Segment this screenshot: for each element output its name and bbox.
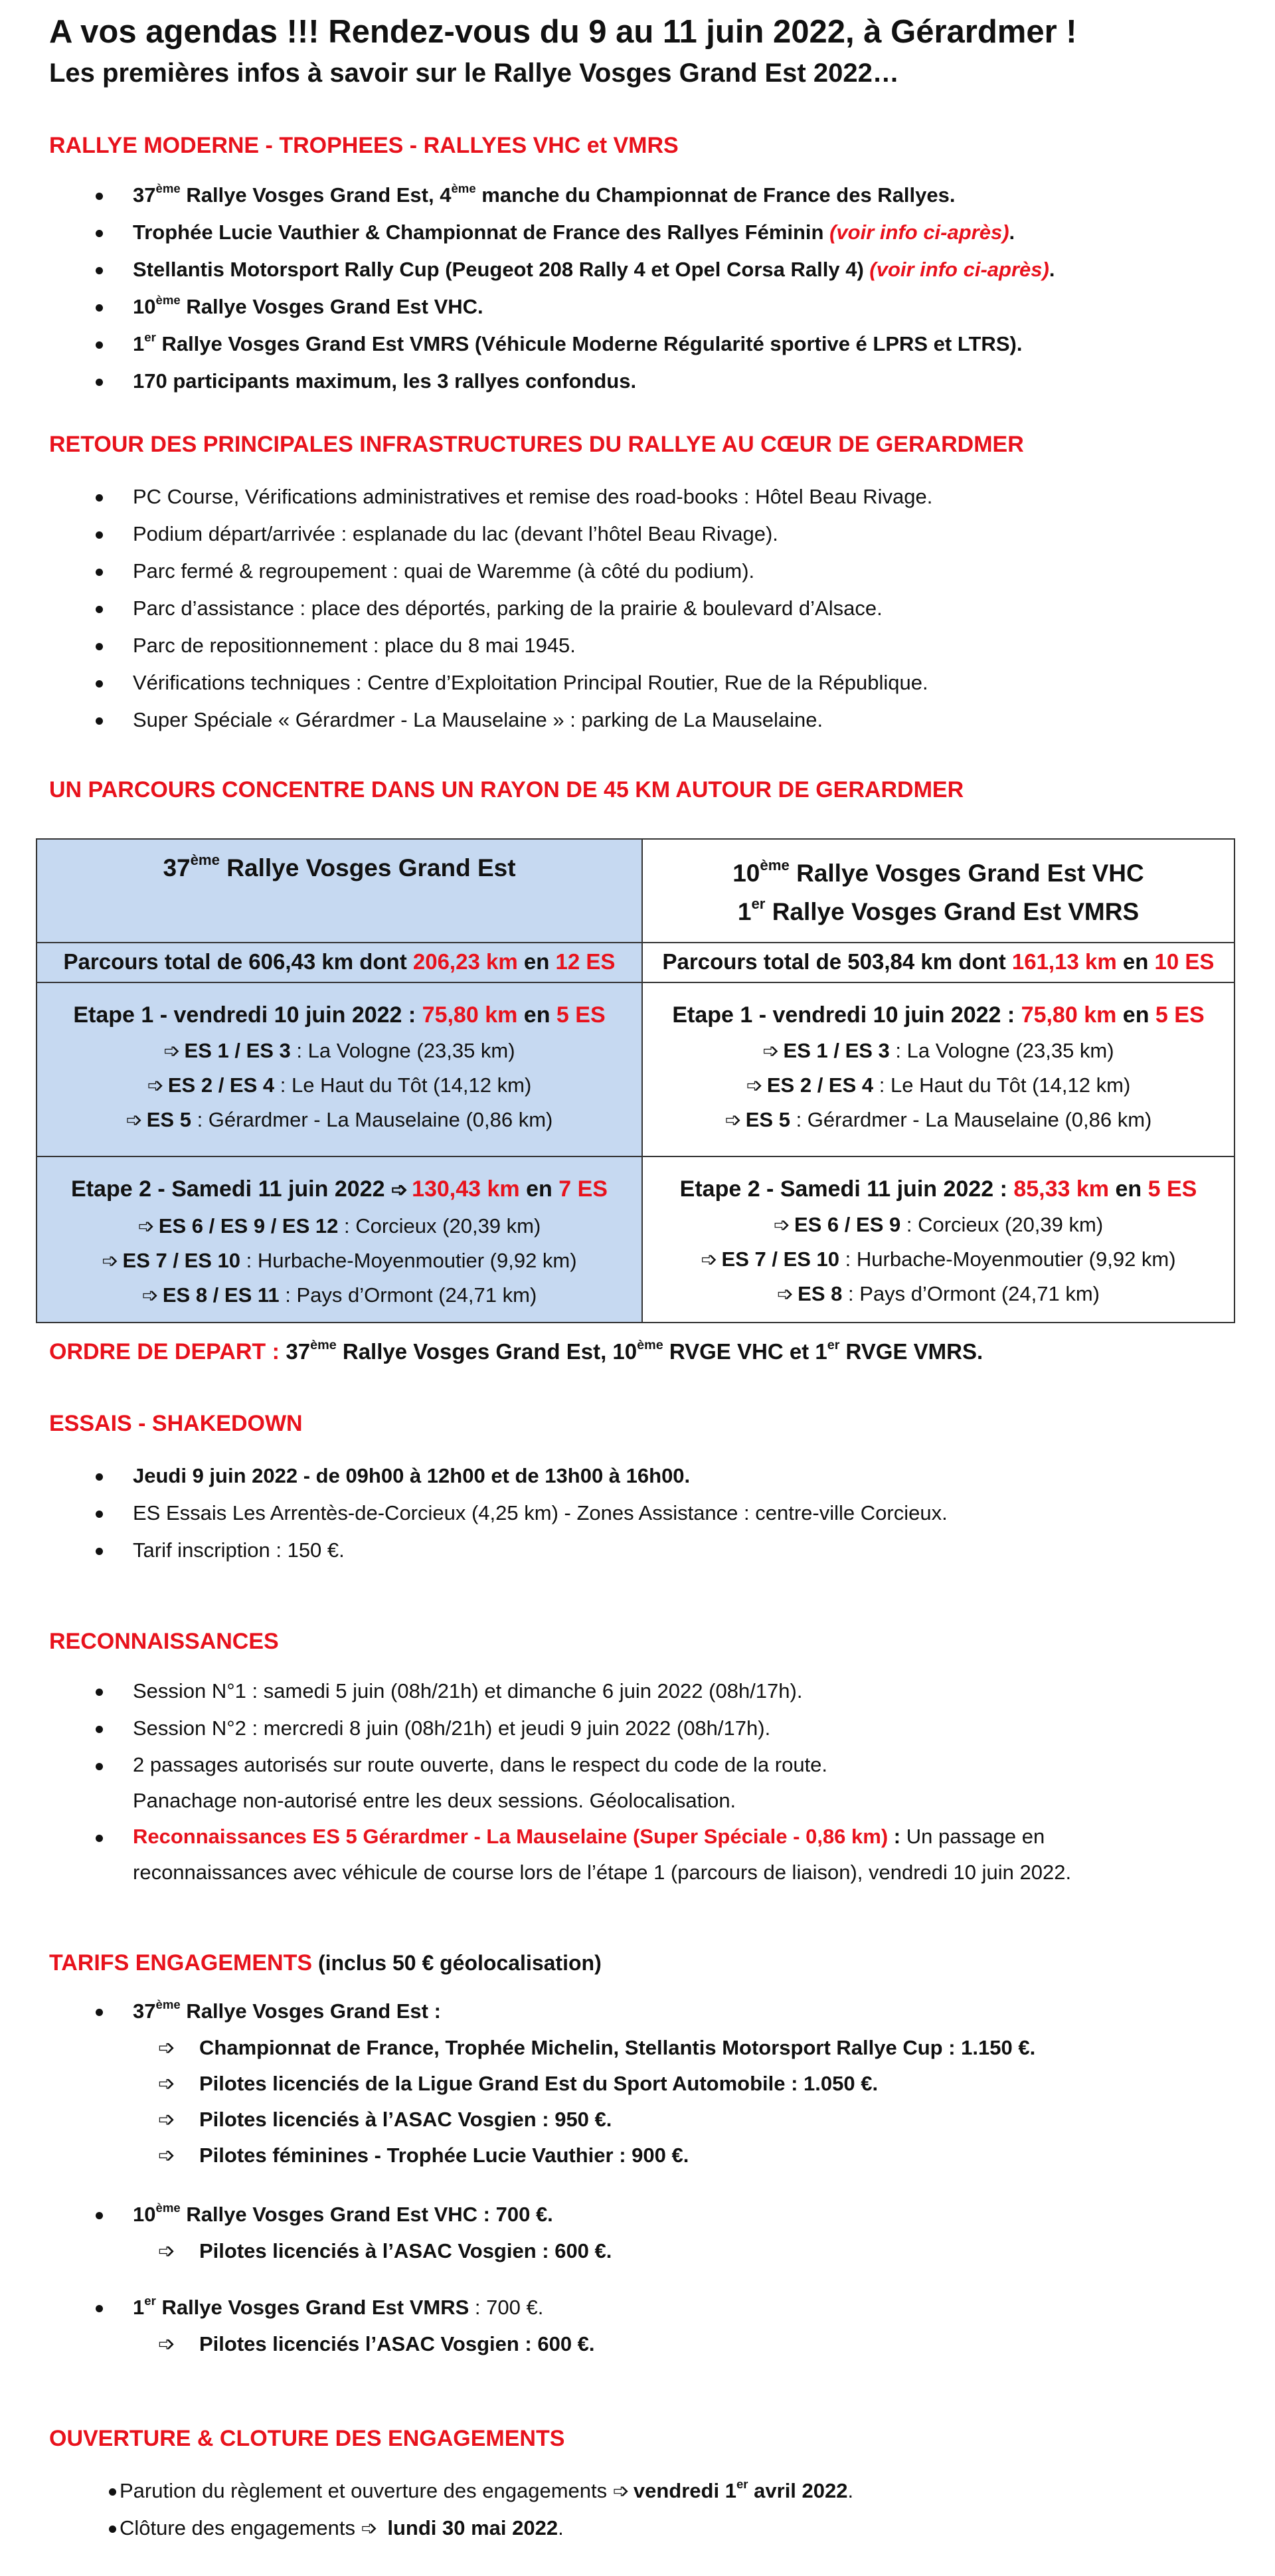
section-title-parcours: UN PARCOURS CONCENTRE DANS UN RAYON DE 45 KM AUTOUR DE GERARDMER [49,777,964,802]
list-item: PC Course, Vérifications administratives et remise des road-books : Hôtel Beau Rivage. [49,478,932,515]
list-item: Super Spéciale « Gérardmer - La Mauselaine » : parking de La Mauselaine. [49,701,932,739]
table-etape1-left: Etape 1 - vendredi 10 juin 2022 : 75,80 km en 5 ES ➩ ES 1 / ES 3 : La Vologne (23,35 km) ➩ ES 2 / ES 4 : Le Haut du Tôt (14,12 km) ➩ ES 5 : Gérardmer - La Mauselaine (0,86 km) [37,982,642,1156]
list-item: Session N°2 : mercredi 8 juin (08h/21h) et jeudi 9 juin 2022 (08h/17h). [49,1710,1071,1747]
arrow-icon: ➩ [701,1249,718,1271]
reconnaissances-list [49,1673,1071,1890]
table-header-left: 37ème Rallye Vosges Grand Est [37,839,642,943]
sub-item: ➩ Pilotes licenciés à l’ASAC Vosgien : 950 €. [49,2102,1035,2138]
arrow-icon: ➩ [102,1250,119,1272]
section-title-rallye: RALLYE MODERNE - TROPHEES - RALLYES VHC et VMRS [49,133,679,158]
table-total-left: Parcours total de 606,43 km dont 206,23 km en 12 ES [37,943,642,982]
tarifs-vmrs [49,2289,543,2326]
arrow-icon: ➩ [777,1283,794,1305]
page-subtitle: Les premières infos à savoir sur le Rallye Vosges Grand Est 2022… [49,58,899,88]
list-item: Parution du règlement et ouverture des engagements ➩ vendredi 1er avril 2022. [49,2472,853,2510]
list-item: 10ème Rallye Vosges Grand Est VHC : 700 €. [49,2196,553,2233]
list-item: Clôture des engagements ➩ lundi 30 mai 2022. [49,2510,853,2547]
arrow-icon: ➩ [147,1075,164,1097]
list-item: Tarif inscription : 150 €. [49,1532,948,1569]
arrow-icon: ➩ [158,2332,175,2355]
sub-item: ➩ Pilotes licenciés de la Ligue Grand Est du Sport Automobile : 1.050 €. [49,2066,1035,2102]
list-item: 37ème Rallye Vosges Grand Est : [49,1993,441,2030]
section-title-essais: ESSAIS - SHAKEDOWN [49,1411,303,1436]
arrow-icon: ➩ [163,1040,181,1062]
tarifs-sublist-1 [49,2030,1035,2173]
list-item: 170 participants maximum, les 3 rallyes confondus. [49,363,1055,400]
section-title-tarifs: TARIFS ENGAGEMENTS (inclus 50 € géolocalisation) [49,1950,602,1976]
arrow-icon: ➩ [158,2239,175,2262]
tarifs-vhc [49,2196,553,2233]
list-item: Podium départ/arrivée : esplanade du lac (devant l’hôtel Beau Rivage). [49,515,932,553]
table-etape2-right: Etape 2 - Samedi 11 juin 2022 : 85,33 km en 5 ES ➩ ES 6 / ES 9 : Corcieux (20,39 km) ➩ ES 7 / ES 10 : Hurbache-Moyenmoutier (9,92 km) ➩ ES 8 : Pays d’Ormont (24,71 km) [642,1156,1234,1323]
arrow-icon: ➩ [361,2518,378,2539]
list-item: Jeudi 9 juin 2022 - de 09h00 à 12h00 et de 13h00 à 16h00. [49,1457,948,1495]
arrow-icon: ➩ [390,1179,408,1201]
arrow-icon: ➩ [158,2108,175,2131]
list-item: 1er Rallye Vosges Grand Est VMRS (Véhicule Moderne Régularité sportive é LPRS et LTRS). [49,325,1055,363]
list-item: Parc fermé & regroupement : quai de Waremme (à côté du podium). [49,553,932,590]
list-item: 1er Rallye Vosges Grand Est VMRS : 700 €. [49,2289,543,2326]
tarifs-sublist-2 [49,2233,612,2269]
list-item: Reconnaissances ES 5 Gérardmer - La Mauselaine (Super Spéciale - 0,86 km) : Un passage en reconnaissances avec véhicule de course lors de l’étape 1 (parcours de liaison), vendredi 10 juin 2022. [49,1819,1071,1890]
list-item: 37ème Rallye Vosges Grand Est, 4ème manche du Championnat de France des Rallyes. [49,177,1055,214]
list-item: Session N°1 : samedi 5 juin (08h/21h) et dimanche 6 juin 2022 (08h/17h). [49,1673,1071,1710]
essais-list [49,1457,948,1569]
table-total-right: Parcours total de 503,84 km dont 161,13 km en 10 ES [642,943,1234,982]
arrow-icon: ➩ [773,1214,790,1236]
list-item: Parc d’assistance : place des déportés, parking de la prairie & boulevard d’Alsace. [49,590,932,627]
arrow-icon: ➩ [137,1216,155,1238]
list-item: 2 passages autorisés sur route ouverte, dans le respect du code de la route. Panachage non-autorisé entre les deux sessions. Géolocalisation. [49,1747,1071,1819]
section-title-infrastructures: RETOUR DES PRINCIPALES INFRASTRUCTURES DU RALLYE AU CŒUR DE GERARDMER [49,432,1024,457]
arrow-icon: ➩ [158,2072,175,2095]
infrastructures-list [49,478,932,739]
page-title: A vos agendas !!! Rendez-vous du 9 au 11 juin 2022, à Gérardmer ! [49,14,1077,50]
table-etape1-right: Etape 1 - vendredi 10 juin 2022 : 75,80 km en 5 ES ➩ ES 1 / ES 3 : La Vologne (23,35 km) ➩ ES 2 / ES 4 : Le Haut du Tôt (14,12 km) ➩ ES 5 : Gérardmer - La Mauselaine (0,86 km) [642,982,1234,1156]
sub-item: ➩ Championnat de France, Trophée Michelin, Stellantis Motorsport Rallye Cup : 1.150 €. [49,2030,1035,2066]
sub-item: ➩ Pilotes féminines - Trophée Lucie Vauthier : 900 €. [49,2138,1035,2173]
table-header-right: 10ème Rallye Vosges Grand Est VHC 1er Rallye Vosges Grand Est VMRS [642,839,1234,943]
ordre-depart: ORDRE DE DEPART : 37ème Rallye Vosges Grand Est, 10ème RVGE VHC et 1er RVGE VMRS. [49,1338,983,1364]
arrow-icon: ➩ [746,1075,763,1097]
arrow-icon: ➩ [158,2144,175,2167]
list-item: Parc de repositionnement : place du 8 mai 1945. [49,627,932,664]
list-item: 10ème Rallye Vosges Grand Est VHC. [49,288,1055,325]
list-item: ES Essais Les Arrentès-de-Corcieux (4,25 km) - Zones Assistance : centre-ville Corcieux. [49,1495,948,1532]
arrow-icon: ➩ [158,2036,175,2059]
section-title-reconnaissances: RECONNAISSANCES [49,1629,279,1654]
arrow-icon: ➩ [762,1040,780,1062]
arrow-icon: ➩ [126,1109,143,1131]
arrow-icon: ➩ [724,1109,742,1131]
list-item: Stellantis Motorsport Rally Cup (Peugeot 208 Rally 4 et Opel Corsa Rally 4) (voir info ci-après). [49,251,1055,288]
sub-item: ➩ Pilotes licenciés à l’ASAC Vosgien : 600 €. [49,2233,612,2269]
tarifs-sublist-3 [49,2326,595,2362]
list-item: Trophée Lucie Vauthier & Championnat de France des Rallyes Féminin (voir info ci-après). [49,214,1055,251]
arrow-icon: ➩ [141,1285,159,1307]
ouverture-list [49,2472,853,2547]
rallye-list [49,177,1055,400]
arrow-icon: ➩ [612,2480,630,2502]
section-title-ouverture: OUVERTURE & CLOTURE DES ENGAGEMENTS [49,2426,565,2451]
table-etape2-left: Etape 2 - Samedi 11 juin 2022 ➩ 130,43 km en 7 ES ➩ ES 6 / ES 9 / ES 12 : Corcieux (20,39 km) ➩ ES 7 / ES 10 : Hurbache-Moyenmoutier (9,92 km) ➩ ES 8 / ES 11 : Pays d’Ormont (24,71 km) [37,1156,642,1323]
sub-item: ➩ Pilotes licenciés l’ASAC Vosgien : 600 €. [49,2326,595,2362]
parcours-table [36,838,1235,1323]
tarifs-list [49,1993,441,2030]
list-item: Vérifications techniques : Centre d’Exploitation Principal Routier, Rue de la République. [49,664,932,701]
